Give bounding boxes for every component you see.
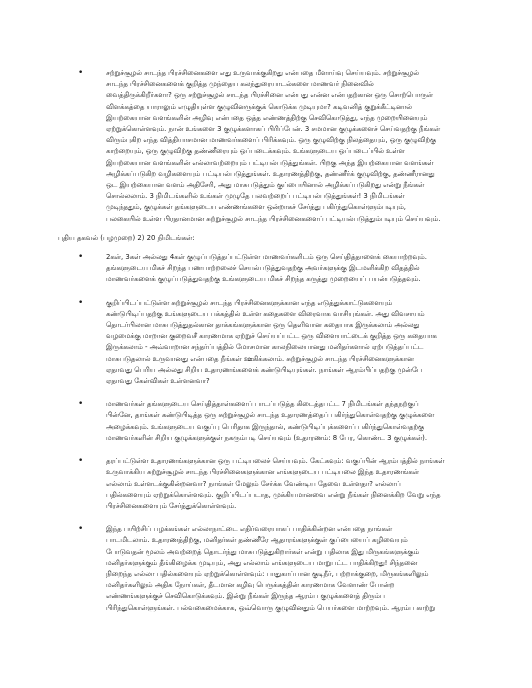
list-item [58,298,488,388]
list-item [58,252,488,286]
list-item-text: இந்த பயிற்சிப் பழக்கங்கள் எல்லாநாட்டை எதிர்வரையாகப் பாதிக்கின்றன என்பதை நாங்கள் பாடமிடலாம். உதாரணத்திற்கு, மனிதர்கள் தண்ணீரே ஆதாரங்களுக்குள் குப்பையைப் கழிவையும் போடுவதன் மூலம் அவற்றைத் தொடர்ந்து மாசுபடுத்துகிறார்கள் என்று பதிலாக இது மிருகங்களுக்கும் மனிதர்களுக்கும் தீங்கிழைக்க முடியும், அது எல்லாம் எங்களுடைய மாறுபட்ட பாதிக்கிறது! சிந்தனை நிறைந்த எல்லா பதில்களையும் ஏற்றுக்கொள்ளவும்: பாதுகாப்பான குடிநீர், பற்றாக்குறை, மிருகங்களிலும் மனிதர்களிலும் அதிக நோய்கள், தீடமான கழிவு பெருக்கத்தின் காரணமாக வேளாண் போன்ற எண்ணங்களுக்குச் செவிகொடுக்கவும். இன்று நீங்கள் இருந்த ஆரம்ப குழுக்களைத் திரும்ப பிரிந்துகொள்ளுங்கள். பல்வகைமைக்காக, ஒவ்வொரு குழுவினதும் பெயர்களை மாற்றவும். ஆரம்ப காற்று [106,525,435,612]
bullet-icon: • [78,399,84,410]
intro-list-item [58,68,488,225]
bullet-icon: • [78,252,84,263]
bullet-icon: • [78,456,84,467]
intro-paragraph: சற்றுச்சூழல் சாடந்த பிரச்சினைகளை எது உருவாக்குகிறது என்பதை மீளாய்வு செய்யவும். சற்றுச்சூழல் சாடந்த பிரச்சினைகளைக் குறித்த முந்தைய கலந்துரையாடல்களை மாணவர் நினைவில் வைத்திருக்கிறீர்களா? ஒரு சற்றுச்சூழல் சாடந்த பிரச்சினை என்பது என்ன என்பதற்கான ஒரு சொற்பொருள் விளக்கத்தை யாராலும் எழுதியுள்ள குழுவினருக்குக் கொடுக்க முடியுமா? கடிவனித் குறுக்கீட்டினால் இயற்கையான வளங்களின் அழிவு என்பதை ஒத்த எண்ணத்திற்கு செவிகொடுத்து, எந்த முறையினையும் ஏற்றுக்கொள்ளவும். நான் உங்களை 3 குழுக்களாகப் பிரிப்பேன். 3 சமமான குழுக்களைச் செய்வதற்கு நீங்கள் விரும்புகிற எந்த வித்தியாசமான மாணவர்களைப் பிரிக்கவும். ஒரு குழுவிற்கு நிலத்தையும், ஒரு குழுவிற்கு காற்றையும், ஒரு குழுவிற்கு தண்ணீரையும் ஒப்படைக்கவும். உங்களுடைய ஒப்படைப்பில் உள்ள இயற்கையான வளங்களின் எல்லாவற்றையும் பட்டியல்படுத்துங்கள். பிறகு அந்த இயற்கையான வளங்கள் அழிக்கப்படுகிற வழிகளையும் பட்டியல்படுத்துங்கள். உதாரணத்திற்கு, தண்ணீர்க் குழுவிற்கு, தண்ணீரானது ஒட இயற்கையான வளம் அதிசேரி, அது மாசுபடுத்தும் குப்பையினால் அழிக்கப்படுகிறது என்று நீங்கள் சொல்லலாம். 3 நிமிடங்களில் உங்கள் முழுதே பலவற்றைப் பட்டியல்படுத்துங்கள்! 3 நிமிடங்கள் முடிந்ததும், குழுக்கள் தங்களுடைய எண்ணங்களை ஒன்றாகச் சேர்த்து பகிர்ந்துகொள்ளும்படியும், பலகையில் உள்ள பிரதானமான சுற்றுச்சூழல் சாடந்த பிரச்சினைகளைப் பட்டியல்படுத்தும்படியும் செய்யவும். [106,69,441,223]
list-item-text: 2கள், 3கள் அல்லது 4கள் குழுப்படுத்தப்பட்டுள்ள மாணவர்களிடம் ஒரு செய்தித்தாளைக் கையாற்றவும். தங்களுடைய மிகச் சிறந்த பணபாற்றலைச் செயல்படுத்துவதற்கு அவர்களுக்கு இடமளிக்கிற விதத்தில் மாணவர்களைக் குழுப்படுத்துவதற்கு உங்களுடைய மிகச் சிறந்த கருத்து முறையைப் பயன்படுத்தவும். [106,253,427,284]
list-item [58,399,488,444]
list-item-text: குறிப்பிடப்பட்டுள்ள சுற்றுச்சூழல் சாடந்த பிரச்சினைகளுக்கான எந்த எடுத்துக்காட்டுகளையும் கண்டுபிடிப்பதற்கு உங்களுடைய பக்கத்தில் உள்ள கதைகளை விரைவாக வாசியுங்கள். அது விவசாயம் தொடர்பிலான மாசுபடுத்துதல்கான தாக்கங்களுக்கான ஒரு தெளிவான கதையாக இருக்கலாம் அல்லது வழமைக்கு மாறான குறைவசீ காரணமாக ஏற்றுச் செய்யப்பட்ட ஒரு விளையாட்டைக் குறித்த ஒரு கதையாக இருக்கலாம் - அவ்வாறான சந்தர்ப்பத்தில் மோசமான காலநிலையானது மனிதர்களால் ஏற்படுத்தப்பட்ட மாசுபடுதலால் உருவானது என்பதை நீங்கள் ஊகிக்கலாம். சுற்றுச்சூழல் சாடந்த பிரச்சினைகளுக்கான ஏதாவது பெரிய அல்லது சிறிய உதாரணங்களைக் கண்டுபிடியுங்கள். நாங்கள் ஆரம்பிப்பதற்கு முன்பே ஏதாவது கேள்விகள் உள்ளனவா? [106,298,437,386]
list-item [58,524,488,614]
list-item-text: தரப்பட்டுள்ள உதாரணங்களுக்கான ஒரு பட்டியலைச் செய்யவும். கேட்கவும்: வகுப்பின் ஆரம்பத்தில் நாங்கள் உருவாக்கிய சுற்றுச்சூழல் சாடந்த பிரச்சினைகளுக்கான எங்களுடைய பட்டியலை இந்த உதாரணங்கள் எல்லாம் உள்ளடக்குகின்றனவா? நாங்கள் மேலும் சேர்க்க வேண்டிய தேவை உள்ளதா? எல்லாப் பதில்களையும் ஏற்றுக்கொள்ளவும். குறிப்பிடப்படாத, முக்கியமானவை என்று நீங்கள் நினைக்கிற வேறு எந்த பிரச்சினைகளையும் சேர்த்துக்கொள்ளவும். [106,457,445,510]
list-item-text: மாணவர்கள் தங்களுடைய செய்தித்தாள்களைப் பாடப்படுத்த கிடைத்தபட்ட 7 நிமிடங்கள் தந்தநற்குப் பின்னே, தாங்கள் கண்டுபிடித்த ஒரு சுற்றுச்சூழல் சாடந்த உதாரணத்தைப் பகிர்ந்துகொள்வதற்கு குழுக்களை அழைக்கவும். உங்களுடைய வகுப்பு பெரிதாக இருந்தால், கண்டுபிடிப்புக்களைப் பகிர்ந்துகொள்வதற்கு மாணவர்களின் சிறிய குழுக்களுக்குள் நகரும்படி செய்யவும் (உதாரணம்: 8 பேர, கொண்ட 3 குழுக்கள்). [106,400,435,442]
section-heading: புதிய தகவல் (பழமுறை) 2) 20 நிமிடங்கள்: [58,233,195,242]
bullet-icon: • [78,297,84,308]
bullet-icon: • [78,524,84,535]
document-body [58,68,488,626]
bullet-icon: • [78,68,84,78]
list-item [58,456,488,512]
